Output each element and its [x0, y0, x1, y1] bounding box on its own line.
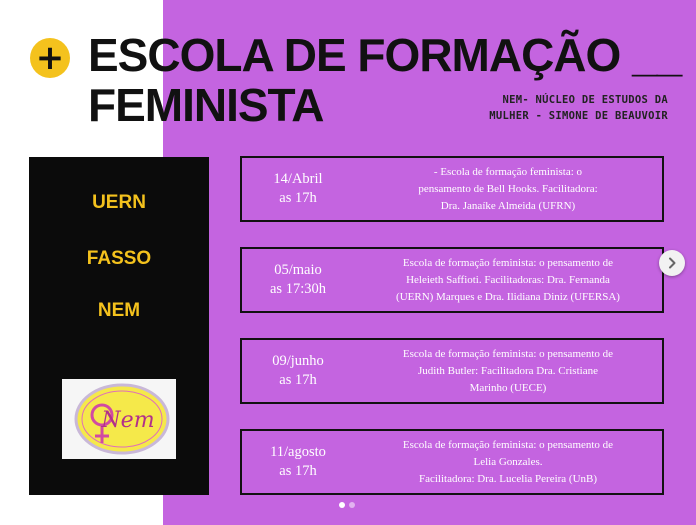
event-date: 05/maio — [274, 262, 322, 278]
event-desc-line: Marinho (UECE) — [469, 381, 547, 394]
carousel-dot-active[interactable] — [339, 502, 345, 508]
carousel-next-button[interactable] — [659, 250, 685, 276]
event-time: as 17:30h — [270, 281, 326, 297]
plus-icon — [30, 38, 70, 78]
event-date: 11/agosto — [270, 444, 326, 460]
event-date: 09/junho — [272, 353, 324, 369]
event-time: as 17h — [279, 372, 317, 388]
event-desc-line: Lelia Gonzales. — [473, 455, 543, 468]
event-desc-line: Judith Butler: Facilitadora Dra. Cristiane — [418, 364, 598, 377]
event-desc-line: Escola de formação feminista: o pensamento de — [402, 438, 614, 451]
organizer-nem: NEM — [97, 300, 141, 321]
event-date: 14/Abril — [273, 171, 323, 187]
chevron-right-icon — [666, 257, 678, 269]
event-date-block — [242, 340, 354, 402]
event-desc-line: - Escola de formação feminista: o — [433, 165, 583, 178]
subtitle-line-2: MULHER - SIMONE DE BEAUVOIR — [489, 110, 668, 122]
event-desc-line: Heleieth Saffioti. Facilitadoras: Dra. Fernanda — [406, 273, 610, 286]
venus-symbol-logo-icon — [62, 379, 176, 459]
organizer-uern: UERN — [92, 192, 146, 213]
event-description — [358, 340, 658, 402]
event-date-block — [242, 158, 354, 220]
nem-logo — [62, 379, 176, 459]
event-date-block — [242, 431, 354, 493]
subtitle-line-1: NEM- NÚCLEO DE ESTUDOS DA — [502, 94, 668, 106]
event-card — [240, 429, 664, 495]
organizer-fasso: FASSO — [86, 248, 152, 269]
event-time: as 17h — [279, 463, 317, 479]
event-description — [358, 249, 658, 311]
carousel-dot[interactable] — [349, 502, 355, 508]
carousel-pagination — [339, 502, 355, 508]
event-desc-line: pensamento de Bell Hooks. Facilitadora: — [418, 182, 598, 195]
event-card — [240, 247, 664, 313]
event-desc-line: Dra. Janaíke Almeida (UFRN) — [440, 199, 576, 212]
title-line-2: FEMINISTA — [88, 79, 324, 131]
logo-text: Nem — [101, 408, 155, 433]
event-description — [358, 158, 658, 220]
event-card — [240, 338, 664, 404]
title-line-1: ESCOLA DE FORMAÇÃO __ — [88, 29, 682, 81]
event-desc-line: (UERN) Marques e Dra. Ilidiana Diniz (UFERSA) — [396, 290, 620, 303]
event-desc-line: Escola de formação feminista: o pensamento de — [402, 347, 614, 360]
event-time: as 17h — [279, 190, 317, 206]
event-desc-line: Facilitadora: Dra. Lucelia Pereira (UnB) — [418, 472, 598, 485]
plus-symbol: + — [35, 38, 65, 78]
event-date-block — [242, 249, 354, 311]
event-description — [358, 431, 658, 493]
event-card — [240, 156, 664, 222]
subtitle — [420, 92, 668, 124]
event-desc-line: Escola de formação feminista: o pensamento de — [402, 256, 614, 269]
